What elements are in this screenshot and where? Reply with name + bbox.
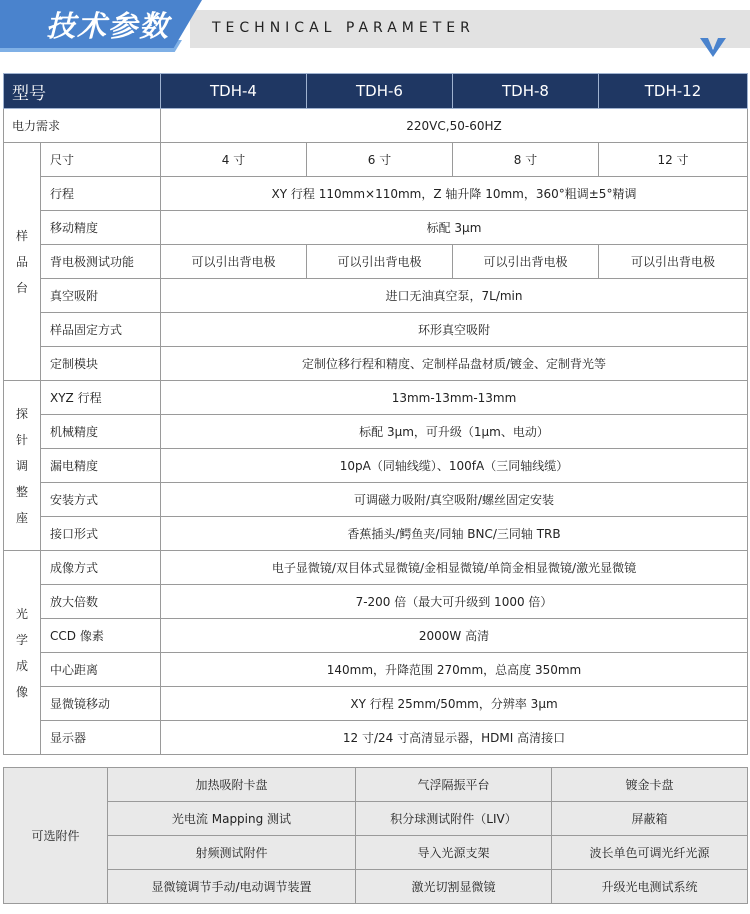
- table-row: [4, 143, 748, 177]
- table-row: [4, 517, 748, 551]
- table-row: [4, 415, 748, 449]
- table-row: [4, 687, 748, 721]
- row-label: 显微镜移动: [41, 687, 161, 721]
- group-label-probe: [4, 381, 41, 551]
- row-value: 4 寸: [161, 143, 307, 177]
- group-char: 学: [15, 632, 28, 647]
- row-label: 中心距离: [41, 653, 161, 687]
- group-label-stage: [4, 143, 41, 381]
- spec-table: [3, 73, 748, 755]
- accessory-item: 积分球测试附件（LIV）: [356, 802, 552, 836]
- row-label: 定制模块: [41, 347, 161, 381]
- row-value: 220VC,50-60HZ: [161, 109, 748, 143]
- model-name: TDH-8: [453, 74, 599, 109]
- table-row: [4, 585, 748, 619]
- group-char: 针: [15, 432, 28, 447]
- row-value: 13mm-13mm-13mm: [161, 381, 748, 415]
- table-row: [4, 483, 748, 517]
- row-label: 移动精度: [41, 211, 161, 245]
- model-name: TDH-6: [307, 74, 453, 109]
- accessory-item: 显微镜调节手动/电动调节装置: [108, 870, 356, 904]
- group-char: 光: [15, 606, 28, 621]
- row-value: 香蕉插头/鳄鱼夹/同轴 BNC/三同轴 TRB: [161, 517, 748, 551]
- row-label: XYZ 行程: [41, 381, 161, 415]
- row-label: CCD 像素: [41, 619, 161, 653]
- page-subtitle: TECHNICAL PARAMETER: [212, 20, 475, 36]
- row-value: 140mm，升降范围 270mm，总高度 350mm: [161, 653, 748, 687]
- group-char: 样: [15, 228, 28, 243]
- group-label-optics: [4, 551, 41, 755]
- row-value: 12 寸: [599, 143, 748, 177]
- group-char: 座: [15, 510, 28, 525]
- table-row: [4, 347, 748, 381]
- header-banner: [0, 0, 750, 60]
- accessory-item: 升级光电测试系统: [552, 870, 748, 904]
- table-row: [4, 551, 748, 585]
- row-label: 尺寸: [41, 143, 161, 177]
- table-row: [4, 449, 748, 483]
- row-label: 电力需求: [4, 109, 161, 143]
- group-char: 品: [15, 254, 28, 269]
- page-title: 技术参数: [46, 9, 171, 43]
- table-row: [4, 802, 748, 836]
- row-label: 漏电精度: [41, 449, 161, 483]
- group-char: 整: [15, 484, 28, 499]
- table-row: [4, 245, 748, 279]
- row-value: 12 寸/24 寸高清显示器，HDMI 高清接口: [161, 721, 748, 755]
- row-label: 显示器: [41, 721, 161, 755]
- accessory-item: 屏蔽箱: [552, 802, 748, 836]
- table-row: [4, 313, 748, 347]
- row-value: 10pA（同轴线缆）、100fA（三同轴线缆）: [161, 449, 748, 483]
- row-label: 放大倍数: [41, 585, 161, 619]
- table-row: [4, 836, 748, 870]
- row-value: 8 寸: [453, 143, 599, 177]
- model-label: 型号: [4, 74, 161, 109]
- group-char: 像: [15, 684, 28, 699]
- accessory-item: 导入光源支架: [356, 836, 552, 870]
- table-row: [4, 721, 748, 755]
- row-value: 环形真空吸附: [161, 313, 748, 347]
- chevron-down-icon: [700, 36, 726, 58]
- row-label: 背电极测试功能: [41, 245, 161, 279]
- row-label: 行程: [41, 177, 161, 211]
- table-row: [4, 109, 748, 143]
- group-char: 成: [15, 658, 28, 673]
- group-char: 探: [15, 406, 28, 421]
- table-row: [4, 619, 748, 653]
- accessory-item: 激光切割显微镜: [356, 870, 552, 904]
- row-value: 标配 3μm，可升级（1μm、电动）: [161, 415, 748, 449]
- row-label: 真空吸附: [41, 279, 161, 313]
- row-value: 可调磁力吸附/真空吸附/螺丝固定安装: [161, 483, 748, 517]
- row-value: XY 行程 25mm/50mm，分辨率 3μm: [161, 687, 748, 721]
- table-row: [4, 279, 748, 313]
- table-row: [4, 653, 748, 687]
- row-value: XY 行程 110mm×110mm，Z 轴升降 10mm，360°粗调±5°精调: [161, 177, 748, 211]
- accessories-table: [3, 767, 748, 904]
- row-label: 安装方式: [41, 483, 161, 517]
- group-char: 调: [15, 458, 28, 473]
- accessory-item: 光电流 Mapping 测试: [108, 802, 356, 836]
- accessory-item: 波长单色可调光纤光源: [552, 836, 748, 870]
- row-value: 2000W 高清: [161, 619, 748, 653]
- row-label: 样品固定方式: [41, 313, 161, 347]
- model-name: TDH-12: [599, 74, 748, 109]
- row-value: 7-200 倍（最大可升级到 1000 倍）: [161, 585, 748, 619]
- table-row: [4, 381, 748, 415]
- group-char: 台: [15, 280, 28, 295]
- row-value: 可以引出背电极: [453, 245, 599, 279]
- model-name: TDH-4: [161, 74, 307, 109]
- row-value: 6 寸: [307, 143, 453, 177]
- accessories-label: 可选附件: [4, 768, 108, 904]
- row-value: 标配 3μm: [161, 211, 748, 245]
- accessory-item: 射频测试附件: [108, 836, 356, 870]
- row-value: 电子显微镜/双目体式显微镜/金相显微镜/单筒金相显微镜/激光显微镜: [161, 551, 748, 585]
- accessory-item: 镀金卡盘: [552, 768, 748, 802]
- table-row: [4, 177, 748, 211]
- table-row: [4, 211, 748, 245]
- table-row: [4, 870, 748, 904]
- row-value: 定制位移行程和精度、定制样品盘材质/镀金、定制背光等: [161, 347, 748, 381]
- row-value: 进口无油真空泵，7L/min: [161, 279, 748, 313]
- table-row: [4, 768, 748, 802]
- row-label: 成像方式: [41, 551, 161, 585]
- accessory-item: 加热吸附卡盘: [108, 768, 356, 802]
- row-label: 机械精度: [41, 415, 161, 449]
- row-value: 可以引出背电极: [161, 245, 307, 279]
- table-header-row: [4, 74, 748, 109]
- row-value: 可以引出背电极: [307, 245, 453, 279]
- row-label: 接口形式: [41, 517, 161, 551]
- row-value: 可以引出背电极: [599, 245, 748, 279]
- accessory-item: 气浮隔振平台: [356, 768, 552, 802]
